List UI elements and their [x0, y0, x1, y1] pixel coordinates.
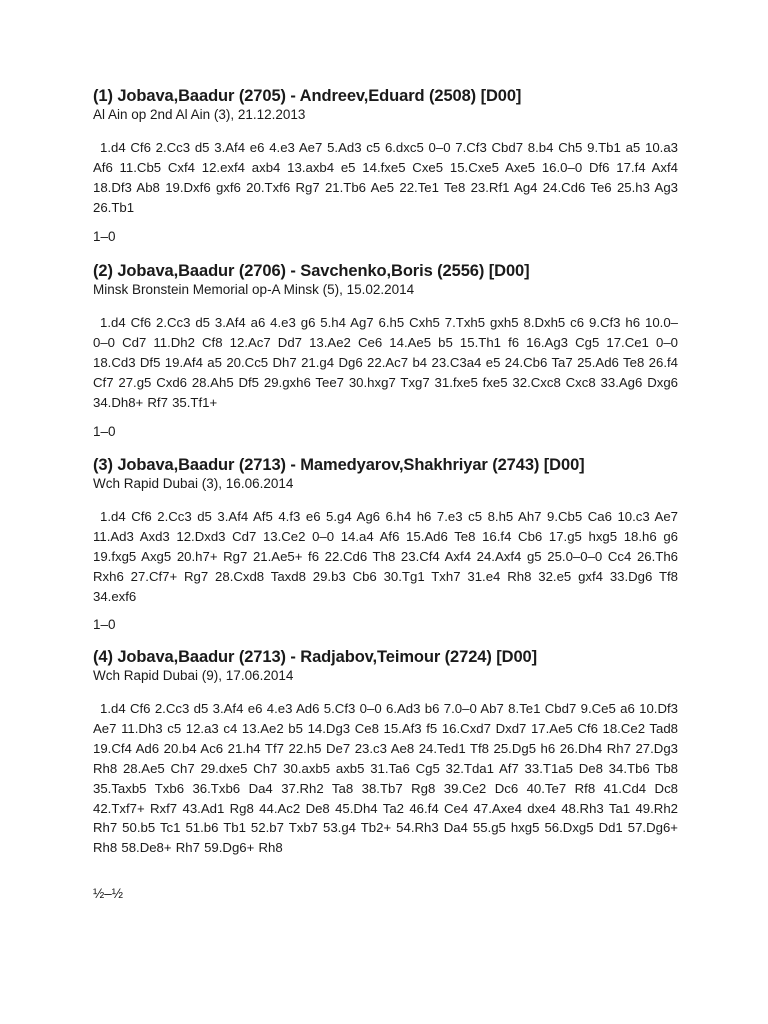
game-title: (3) Jobava,Baadur (2713) - Mamedyarov,Shakhriyar (2743) [D00] [93, 456, 585, 474]
game-event: Wch Rapid Dubai (3), 16.06.2014 [93, 476, 294, 491]
game-result: 1–0 [93, 617, 116, 632]
game-3 [93, 456, 678, 607]
game-result: ½–½ [93, 886, 124, 901]
game-event: Al Ain op 2nd Al Ain (3), 21.12.2013 [93, 107, 306, 122]
game-moves: 1.d4 Cf6 2.Cc3 d5 3.Af4 e6 4.e3 Ae7 5.Ad3 c5 6.dxc5 0–0 7.Cf3 Cbd7 8.b4 Ch5 9.Tb1 a5 10.a3 Af6 11.Cb5 Cxf4 12.exf4 axb4 13.axb4 e5 14.fxe5 Cxe5 15.Cxe5 Axe5 16.0–0 Df6 17.f4 Axf4 18.Df3 Ab8 19.Dxf6 gxf6 20.Txf6 Rg7 21.Tb6 Ae5 22.Te1 Te8 23.Rf1 Ag4 24.Cd6 Te6 25.h3 Ag3 26.Tb1 [93, 140, 678, 215]
game-title: (2) Jobava,Baadur (2706) - Savchenko,Boris (2556) [D00] [93, 262, 530, 280]
game-title: (1) Jobava,Baadur (2705) - Andreev,Eduard (2508) [D00] [93, 87, 522, 105]
game-moves: 1.d4 Cf6 2.Cc3 d5 3.Af4 a6 4.e3 g6 5.h4 Ag7 6.h5 Cxh5 7.Txh5 gxh5 8.Dxh5 c6 9.Cf3 h6 10.0–0–0 Cd7 11.Dh2 Cf8 12.Ac7 Dd7 13.Ae2 Ce6 14.Ae5 b5 15.Th1 f6 16.Ag3 Cg5 17.Ce1 0–0 18.Cd3 Df5 19.Af4 a5 20.Cc5 Dh7 21.g4 Dg6 22.Ac7 b4 23.C3a4 e5 24.Cb6 Ta7 25.Ad6 Te8 26.f4 Cf7 27.g5 Cxd6 28.Ah5 Df5 29.gxh6 Tee7 30.hxg7 Txg7 31.fxe5 fxe5 32.Cxc8 Cxc8 33.Ag6 Dxg6 34.Dh8+ Rf7 35.Tf1+ [93, 315, 678, 410]
game-moves: 1.d4 Cf6 2.Cc3 d5 3.Af4 e6 4.e3 Ad6 5.Cf3 0–0 6.Ad3 b6 7.0–0 Ab7 8.Te1 Cbd7 9.Ce5 a6 10.Df3 Ae7 11.Dh3 c5 12.a3 c4 13.Ae2 b5 14.Dg3 Ce8 15.Af3 f5 16.Cxd7 Dxd7 17.Ae5 Cf6 18.Ce2 Tad8 19.Cf4 Ad6 20.b4 Ac6 21.h4 Tf7 22.h5 De7 23.c3 Ae8 24.Ted1 Tf8 25.Dg5 h6 26.Dh4 Rh7 27.Dg3 Rh8 28.Ae5 Ch7 29.dxe5 Ch7 30.axb5 axb5 31.Ta6 Cg5 32.Tda1 Af7 33.T1a5 De8 34.Tb6 Tb8 35.Taxb5 Txb6 36.Txb6 Da4 37.Rh2 Ta8 38.Tb7 Rg8 39.Ce2 Dc6 40.Te7 Rf8 41.Cd4 Dc8 42.Txf7+ Rxf7 43.Ad1 Rg8 44.Ac2 De8 45.Dh4 Ta2 46.f4 Ce4 47.Axe4 dxe4 48.Rh3 Ta1 49.Rh2 Rh7 50.b5 Tc1 51.b6 Tb1 52.b7 Txb7 53.g4 Tb2+ 54.Rh3 Da4 55.g5 hxg5 56.Dxg5 Dd1 57.Dg6+ Rh8 58.De8+ Rh7 59.Dg6+ Rh8 [93, 701, 678, 856]
game-2 [93, 262, 678, 413]
game-1 [93, 87, 678, 218]
game-moves: 1.d4 Cf6 2.Cc3 d5 3.Af4 Af5 4.f3 e6 5.g4 Ag6 6.h4 h6 7.e3 c5 8.h5 Ah7 9.Cb5 Ca6 10.c3 Ae7 11.Ad3 Axd3 12.Dxd3 Cd7 13.Ce2 0–0 14.a4 Af6 15.Ad6 Te8 16.f4 Cb6 17.g5 hxg5 18.h6 g6 19.fxg5 Axg5 20.h7+ Rg7 21.Ae5+ f6 22.Cd6 Th8 23.Cf4 Axf4 24.Axf4 g5 25.0–0–0 Cc4 26.Th6 Rxh6 27.Cf7+ Rg7 28.Cxd8 Taxd8 29.b3 Cb6 30.Tg1 Txh7 31.e4 Rh8 32.e5 gxf4 33.Dg6 Tf8 34.exf6 [93, 509, 678, 604]
game-event: Minsk Bronstein Memorial op-A Minsk (5), 15.02.2014 [93, 282, 415, 297]
game-title: (4) Jobava,Baadur (2713) - Radjabov,Teimour (2724) [D00] [93, 648, 538, 666]
game-result: 1–0 [93, 229, 116, 244]
game-result: 1–0 [93, 424, 116, 439]
game-4 [93, 648, 678, 858]
game-event: Wch Rapid Dubai (9), 17.06.2014 [93, 668, 294, 683]
